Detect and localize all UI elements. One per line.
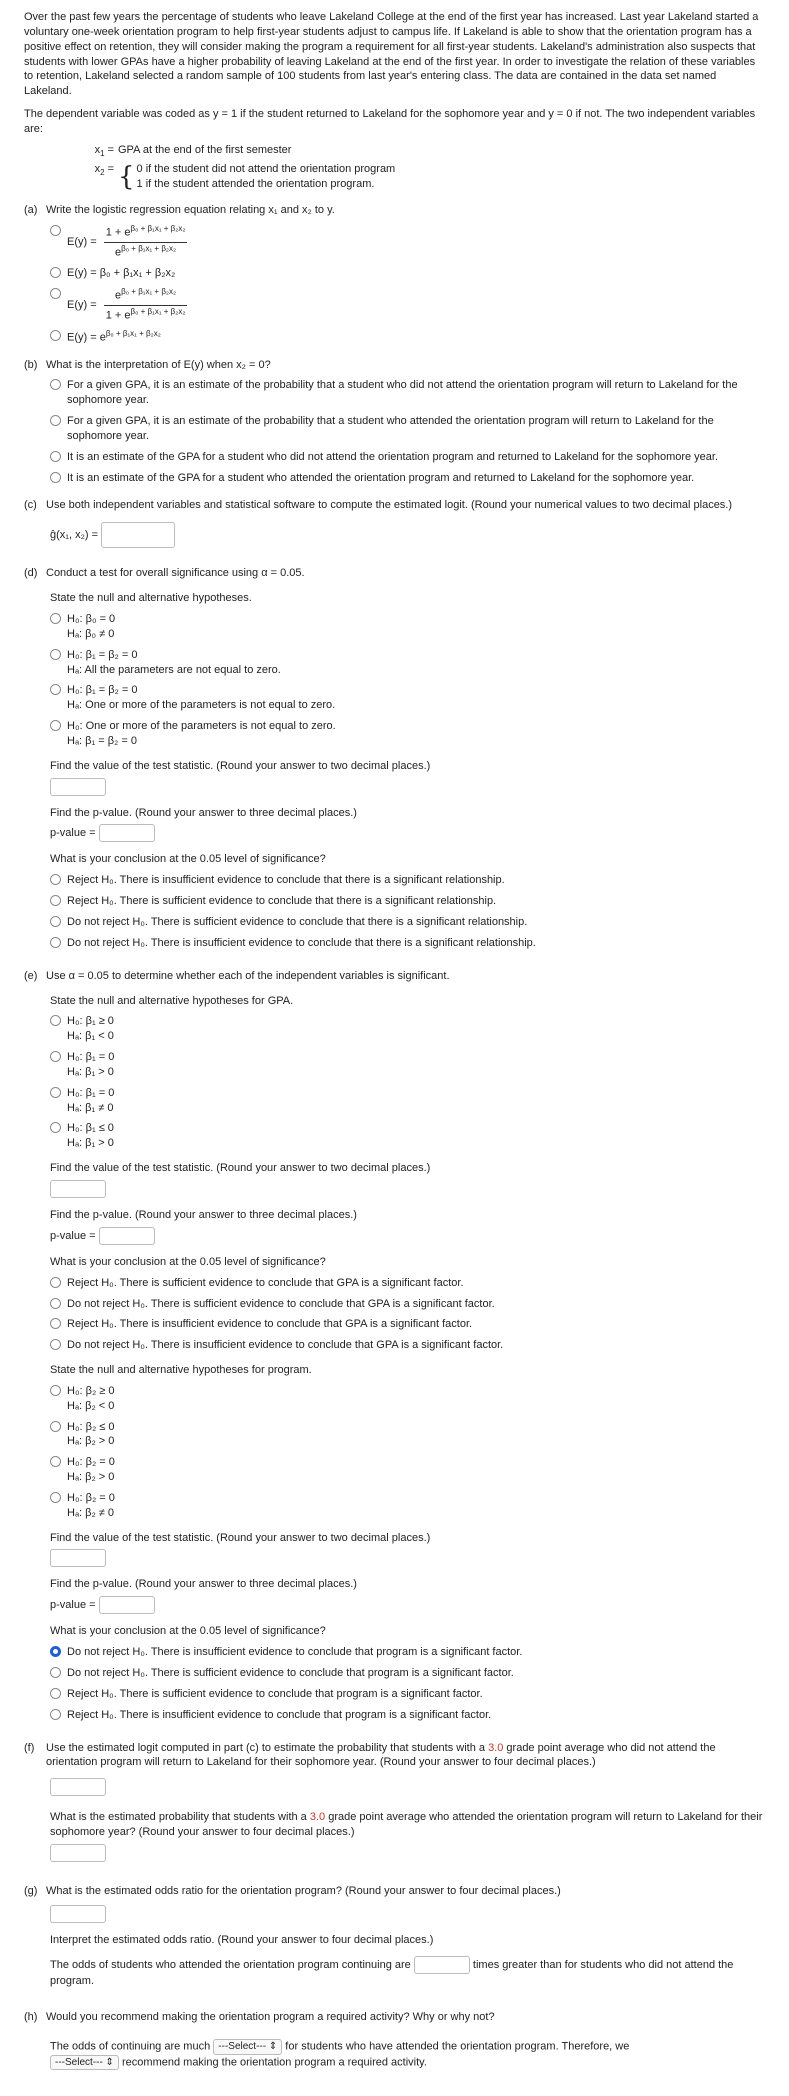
interpretation-option-2[interactable]: For a given GPA, it is an estimate of the probability that a student who attended the orientation program will return to Lakeland for the sophomore year. — [50, 414, 763, 444]
part-h-question: Would you recommend making the orientation program a required activity? Why or why not? — [46, 2011, 495, 2024]
gpa-pvalue-input[interactable] — [99, 1227, 155, 1245]
d-test-statistic-input[interactable] — [50, 778, 106, 796]
part-d-label: (d) — [24, 567, 38, 580]
d-hypothesis-option-3[interactable]: H₀: β₁ = β₂ = 0 Hₐ: One or more of the parameters is not equal to zero. — [50, 683, 763, 713]
logit-input[interactable] — [101, 522, 175, 548]
x2-definition-0: 0 if the student did not attend the orientation program — [136, 162, 396, 175]
gpa-conclusion-option-4[interactable]: Do not reject H₀. There is insufficient evidence to conclude that GPA is a significant factor. — [50, 1338, 763, 1353]
logit-label: ĝ(x₁, x₂) = — [50, 529, 99, 542]
e-state-hypotheses-gpa: State the null and alternative hypotheses for GPA. — [50, 994, 294, 1007]
variable-definitions: $x_1$ = GPA at the end of the first semester $x_2$ = { 0 if the student did not attend the orientation program 1 if the student attended the orientation program. — [94, 143, 396, 192]
interpretation-option-4[interactable]: It is an estimate of the GPA for a student who attended the orientation program and returned to Lakeland for the sophomore year. — [50, 471, 763, 486]
f-prob-program-input[interactable] — [50, 1844, 106, 1862]
d-conclusion-option-2[interactable]: Reject H₀. There is sufficient evidence to conclude that there is a significant relationship. — [50, 894, 763, 909]
x1-definition: GPA at the end of the first semester — [118, 143, 292, 156]
program-pvalue-input[interactable] — [99, 1596, 155, 1614]
d-test-statistic-prompt: Find the value of the test statistic. (Round your answer to two decimal places.) — [50, 759, 431, 772]
part-c-label: (c) — [24, 498, 37, 511]
part-a — [24, 203, 763, 345]
program-pvalue-label: p-value = — [50, 1599, 96, 1612]
part-a-question: Write the logistic regression equation relating x₁ and x₂ to y. — [46, 204, 335, 217]
part-a-label: (a) — [24, 204, 38, 217]
part-b — [24, 358, 763, 486]
d-state-hypotheses: State the null and alternative hypotheses. — [50, 592, 252, 605]
part-d — [24, 566, 763, 950]
part-f — [24, 1741, 763, 1862]
equation-option-3[interactable]: E(y) = $\frac{e^{\beta_0 + \beta_1x_1 + \beta_2x_2}}{1 + e^{\beta_0 + \beta_1x_1 + \beta_2x_2}}$ — [50, 287, 763, 323]
program-conclusion-option-1[interactable]: Do not reject H₀. There is insufficient evidence to conclude that program is a significant factor. — [50, 1645, 763, 1660]
part-d-question: Conduct a test for overall significance using α = 0.05. — [46, 567, 305, 580]
g-interpret-sentence: The odds of students who attended the orientation program continuing are times greater than for students who did not attend the program. — [50, 1956, 763, 1989]
dependent-variable-text: The dependent variable was coded as y = 1 if the student returned to Lakeland for the sophomore year and y = 0 if not. The two independent variables are: — [24, 108, 756, 135]
odds-ratio-interpret-input[interactable] — [414, 1956, 470, 1974]
gpa-value: 3.0 — [488, 1741, 504, 1754]
gpa-test-statistic-input[interactable] — [50, 1180, 106, 1198]
part-h-label: (h) — [24, 2011, 38, 2024]
gpa-hypothesis-option-2[interactable]: H₀: β₁ = 0 Hₐ: β₁ > 0 — [50, 1050, 763, 1080]
gpa-conclusion-option-2[interactable]: Do not reject H₀. There is sufficient evidence to conclude that GPA is a significant factor. — [50, 1297, 763, 1312]
program-conclusion-option-3[interactable]: Reject H₀. There is sufficient evidence to conclude that program is a significant factor. — [50, 1687, 763, 1702]
part-e-label: (e) — [24, 969, 38, 982]
program-hypothesis-option-1[interactable]: H₀: β₂ ≥ 0 Hₐ: β₂ < 0 — [50, 1384, 763, 1414]
odds-direction-select[interactable]: ---Select--- ⇕ — [213, 2039, 282, 2055]
f-prob-no-program-input[interactable] — [50, 1778, 106, 1796]
part-c-question: Use both independent variables and statistical software to compute the estimated logit. (Round your numerical values to two decimal places.) — [46, 498, 733, 511]
recommend-select[interactable]: ---Select--- ⇕ — [50, 2055, 119, 2071]
d-pvalue-input[interactable] — [99, 824, 155, 842]
e-state-hypotheses-program: State the null and alternative hypotheses for program. — [50, 1364, 312, 1377]
program-test-statistic-prompt: Find the value of the test statistic. (Round your answer to two decimal places.) — [50, 1531, 431, 1544]
program-pvalue-prompt: Find the p-value. (Round your answer to three decimal places.) — [50, 1578, 357, 1591]
gpa-hypothesis-option-1[interactable]: H₀: β₁ ≥ 0 Hₐ: β₁ < 0 — [50, 1014, 763, 1044]
interpretation-option-1[interactable]: For a given GPA, it is an estimate of the probability that a student who did not attend the orientation program will return to Lakeland for the sophomore year. — [50, 378, 763, 408]
part-e-question: Use α = 0.05 to determine whether each of the independent variables is significant. — [46, 969, 450, 982]
part-g — [24, 1884, 763, 1989]
d-hypothesis-option-2[interactable]: H₀: β₁ = β₂ = 0 Hₐ: All the parameters are not equal to zero. — [50, 648, 763, 678]
part-h — [24, 2010, 763, 2070]
program-hypothesis-option-3[interactable]: H₀: β₂ = 0 Hₐ: β₂ > 0 — [50, 1455, 763, 1485]
equation-option-4[interactable]: $E(y) = e^{\beta_0 + \beta_1x_1 + \beta_2x_2}$ — [50, 329, 763, 346]
part-f-label: (f) — [24, 1741, 35, 1754]
gpa-test-statistic-prompt: Find the value of the test statistic. (Round your answer to two decimal places.) — [50, 1162, 431, 1175]
part-c — [24, 498, 763, 549]
h-sentence: The odds of continuing are much ---Select--- ⇕ for students who have attended the orientation program. Therefore, we ---Select--- ⇕ recommend making the orientation program a required activity. — [50, 2040, 630, 2069]
program-conclusion-option-2[interactable]: Do not reject H₀. There is sufficient evidence to conclude that program is a significant factor. — [50, 1666, 763, 1681]
part-f-question: Use the estimated logit computed in part (c) to estimate the probability that students with a 3.0 grade point average who did not attend the orientation program will return to Lakeland for their sophomore year. (Round your answer to four decimal places.) — [46, 1741, 716, 1769]
d-pvalue-label: p-value = — [50, 827, 96, 840]
gpa-pvalue-prompt: Find the p-value. (Round your answer to three decimal places.) — [50, 1208, 357, 1221]
part-b-question: What is the interpretation of E(y) when x₂ = 0? — [46, 358, 271, 371]
d-pvalue-prompt: Find the p-value. (Round your answer to three decimal places.) — [50, 806, 357, 819]
equation-option-1[interactable]: E(y) = $\frac{1 + e^{\beta_0 + \beta_1x_1 + \beta_2x_2}}{e^{\beta_0 + \beta_1x_1 + \beta_2x_2}}$ — [50, 224, 763, 260]
gpa-hypothesis-option-3[interactable]: H₀: β₁ = 0 Hₐ: β₁ ≠ 0 — [50, 1086, 763, 1116]
f-second-question: What is the estimated probability that students with a 3.0 grade point average who attended the orientation program will return to Lakeland for their sophomore year? (Round your answer to four decimal places.) — [50, 1811, 763, 1839]
program-conclusion-prompt: What is your conclusion at the 0.05 level of significance? — [50, 1625, 326, 1638]
program-test-statistic-input[interactable] — [50, 1549, 106, 1567]
gpa-conclusion-option-1[interactable]: Reject H₀. There is sufficient evidence to conclude that GPA is a significant factor. — [50, 1276, 763, 1291]
odds-ratio-input[interactable] — [50, 1905, 106, 1923]
gpa-pvalue-label: p-value = — [50, 1229, 96, 1242]
equation-option-2[interactable]: E(y) = β₀ + β₁x₁ + β₂x₂ — [50, 266, 763, 281]
d-conclusion-prompt: What is your conclusion at the 0.05 level of significance? — [50, 853, 326, 866]
d-conclusion-option-4[interactable]: Do not reject H₀. There is insufficient evidence to conclude that there is a significant relationship. — [50, 936, 763, 951]
part-e — [24, 969, 763, 1723]
part-g-question: What is the estimated odds ratio for the orientation program? (Round your answer to four decimal places.) — [46, 1884, 561, 1897]
part-b-label: (b) — [24, 358, 38, 371]
intro-paragraph: Over the past few years the percentage of students who leave Lakeland College at the end of the first year has increased. Last year Lakeland started a voluntary one-week orientation program to help first-year students adjust to campus life. If Lakeland is able to show that the orientation program has a positive effect on retention, they will consider making the program a requirement for all first-year students. Lakeland's administration also suspects that students with lower GPAs have a higher probability of leaving Lakeland at the end of the first year. In order to investigate the relation of these variables to retention, Lakeland selected a random sample of 100 students from last year's entering class. The data are contained in the data set named Lakeland. — [24, 11, 759, 98]
interpretation-option-3[interactable]: It is an estimate of the GPA for a student who did not attend the orientation program and returned to Lakeland for the sophomore year. — [50, 450, 763, 465]
d-conclusion-option-1[interactable]: Reject H₀. There is insufficient evidence to conclude that there is a significant relationship. — [50, 873, 763, 888]
program-hypothesis-option-2[interactable]: H₀: β₂ ≤ 0 Hₐ: β₂ > 0 — [50, 1420, 763, 1450]
g-interpret-prompt: Interpret the estimated odds ratio. (Round your answer to four decimal places.) — [50, 1933, 434, 1946]
part-g-label: (g) — [24, 1884, 38, 1897]
gpa-conclusion-option-3[interactable]: Reject H₀. There is insufficient evidence to conclude that GPA is a significant factor. — [50, 1317, 763, 1332]
d-hypothesis-option-4[interactable]: H₀: One or more of the parameters is not equal to zero. Hₐ: β₁ = β₂ = 0 — [50, 719, 763, 749]
x2-definition-1: 1 if the student attended the orientation program. — [136, 177, 375, 190]
gpa-conclusion-prompt: What is your conclusion at the 0.05 level of significance? — [50, 1255, 326, 1268]
d-conclusion-option-3[interactable]: Do not reject H₀. There is sufficient evidence to conclude that there is a significant relationship. — [50, 915, 763, 930]
d-hypothesis-option-1[interactable]: H₀: β₀ = 0 Hₐ: β₀ ≠ 0 — [50, 612, 763, 642]
program-hypothesis-option-4[interactable]: H₀: β₂ = 0 Hₐ: β₂ ≠ 0 — [50, 1491, 763, 1521]
gpa-hypothesis-option-4[interactable]: H₀: β₁ ≤ 0 Hₐ: β₁ > 0 — [50, 1121, 763, 1151]
program-conclusion-option-4[interactable]: Reject H₀. There is insufficient evidence to conclude that program is a significant factor. — [50, 1708, 763, 1723]
